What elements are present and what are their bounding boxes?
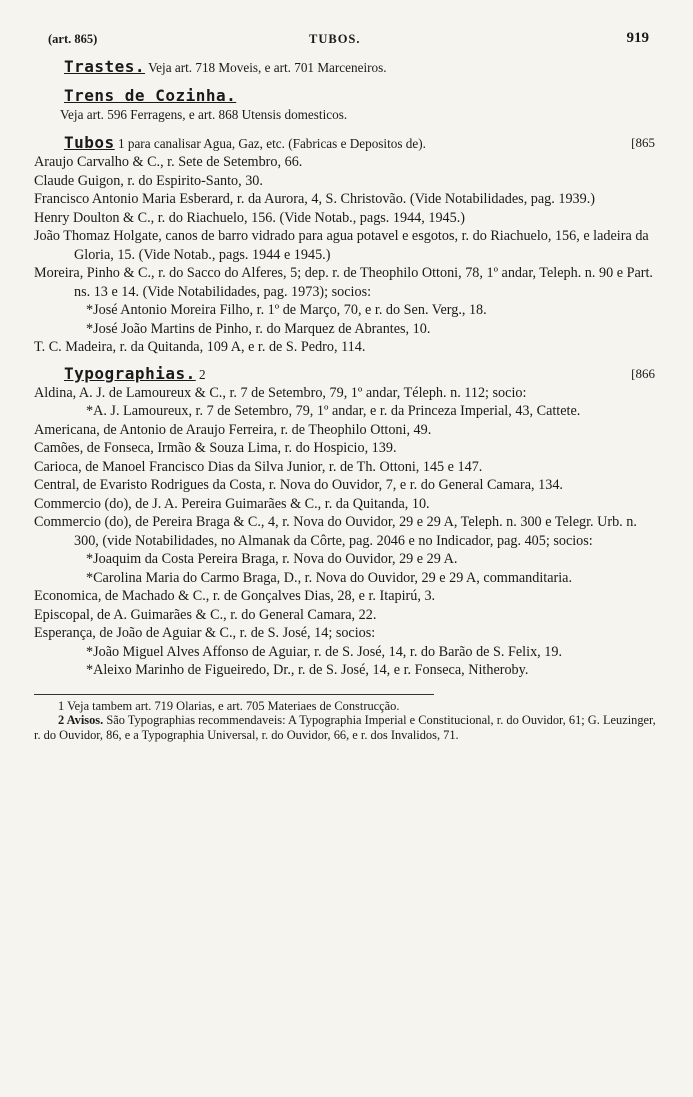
list-item: Araujo Carvalho & C., r. Sete de Setembro, 66. [34, 154, 303, 170]
list-item: Commercio (do), de J. A. Pereira Guimarães & C., r. da Quitanda, 10. [34, 495, 430, 512]
footnote-2 [34, 713, 659, 742]
section-ref-trens: Veja art. 596 Ferragens, e art. 868 Utensis domesticos. [60, 107, 348, 122]
list-item: Carioca, de Manoel Francisco Dias da Silva Junior, r. de Th. Ottoni, 145 e 147. [34, 458, 483, 475]
section-tubos [34, 134, 659, 357]
section-number-typographias: [866 [631, 365, 655, 381]
section-title-trens: Trens de Cozinha. [64, 86, 237, 105]
list-item-partner: *Joaquim da Costa Pereira Braga, r. Nova do Ouvidor, 29 e 29 A. [86, 551, 458, 567]
section-trastes [34, 58, 659, 77]
header-title: TUBOS. [309, 32, 361, 46]
page-number: 919 [626, 30, 649, 46]
list-item: Aldina, A. J. de Lamoureux & C., r. 7 de Setembro, 79, 1º andar, Téleph. n. 112; socio: [34, 384, 527, 401]
list-item-partner: *José Antonio Moreira Filho, r. 1º de Março, 70, e r. do Sen. Verg., 18. [86, 302, 487, 318]
list-item: Central, de Evaristo Rodrigues da Costa, r. Nova do Ouvidor, 7, e r. do General Camara, 134. [34, 477, 563, 493]
section-desc-tubos: 1 para canalisar Agua, Gaz, etc. (Fabricas e Depositos de). [114, 136, 426, 151]
list-item: Henry Doulton & C., r. do Riachuelo, 156. (Vide Notab., pags. 1944, 1945.) [34, 209, 466, 226]
list-item: Esperança, de João de Aguiar & C., r. de S. José, 14; socios: [34, 625, 376, 641]
list-item: Moreira, Pinho & C., r. do Sacco do Alferes, 5; dep. r. de Theophilo Ottoni, 78, 1º andar, Teleph. n. 90 e Part. ns. 13 e 14. (Vide Notabilidades, pag. 1973); socios: [34, 265, 653, 300]
page-header [34, 28, 659, 50]
section-title-typographias: Typographias. [64, 363, 196, 383]
footnote-1: 1 Veja tambem art. 719 Olarias, e art. 705 Materiaes de Construcção. [58, 698, 400, 713]
header-article-ref: (art. 865) [48, 32, 98, 46]
footnote-2-label: 2 Avisos. [58, 713, 104, 727]
section-title-trastes: Trastes. [64, 57, 146, 76]
list-item-partner: *José João Martins de Pinho, r. do Marquez de Abrantes, 10. [86, 320, 431, 337]
list-item-partner: *João Miguel Alves Affonso de Aguiar, r. de S. José, 14, r. do Barão de S. Felix, 19. [86, 643, 562, 660]
list-item: Americana, de Antonio de Araujo Ferreira, r. de Theophilo Ottoni, 49. [34, 421, 432, 438]
list-item: Commercio (do), de Pereira Braga & C., 4, r. Nova do Ouvidor, 29 e 29 A, Teleph. n. 300 e Telegr. Urb. n. 300, (vide Notabilidades, no Almanak da Côrte, pag. 2046 e no Indicador, pag. 405; socios: [34, 514, 637, 549]
list-item-partner: *A. J. Lamoureux, r. 7 de Setembro, 79, 1º andar, e r. da Princeza Imperial, 43, Cattete. [86, 403, 581, 419]
section-number-tubos: [865 [631, 135, 655, 150]
section-title-tubos: Tubos [64, 133, 115, 152]
list-item: Episcopal, de A. Guimarães & C., r. do General Camara, 22. [34, 606, 377, 623]
list-item: Claude Guigon, r. do Espirito-Santo, 30. [34, 172, 263, 189]
section-trens [34, 87, 659, 124]
list-item: Camões, de Fonseca, Irmão & Souza Lima, r. do Hospicio, 139. [34, 440, 397, 456]
footnote-2-text: São Typographias recommendaveis: A Typographia Imperial e Constitucional, r. do Ouvidor, 61; G. Leuzinger, r. do Ouvidor, 86, e a Typographia Universal, r. do Ouvidor, 66, e r. dos Invalidos, 71. [34, 713, 656, 742]
section-typographias [34, 365, 659, 680]
list-item: T. C. Madeira, r. da Quitanda, 109 A, e r. de S. Pedro, 114. [34, 339, 366, 355]
list-item: Francisco Antonio Maria Esberard, r. da Aurora, 4, S. Christovão. (Vide Notabilidades, pag. 1939.) [34, 191, 596, 207]
footnotes [34, 699, 659, 743]
list-item: Economica, de Machado & C., r. de Gonçalves Dias, 28, e r. Itapirú, 3. [34, 588, 436, 604]
directory-page [34, 28, 659, 742]
list-item: João Thomaz Holgate, canos de barro vidrado para agua potavel e esgotos, r. do Riachuelo, 156, e ladeira da Gloria, 15. (Vide Notab., pags. 1944 e 1945.) [34, 228, 649, 263]
list-item-partner: *Aleixo Marinho de Figueiredo, Dr., r. de S. José, 14, e r. Fonseca, Nitheroby. [86, 662, 529, 678]
list-item-partner: *Carolina Maria do Carmo Braga, D., r. Nova do Ouvidor, 29 e 29 A, commanditaria. [86, 569, 573, 586]
section-desc-typographias: 2 [195, 366, 206, 382]
footnote-divider [34, 694, 434, 695]
section-ref-trastes: Veja art. 718 Moveis, e art. 701 Marceneiros. [145, 60, 387, 75]
